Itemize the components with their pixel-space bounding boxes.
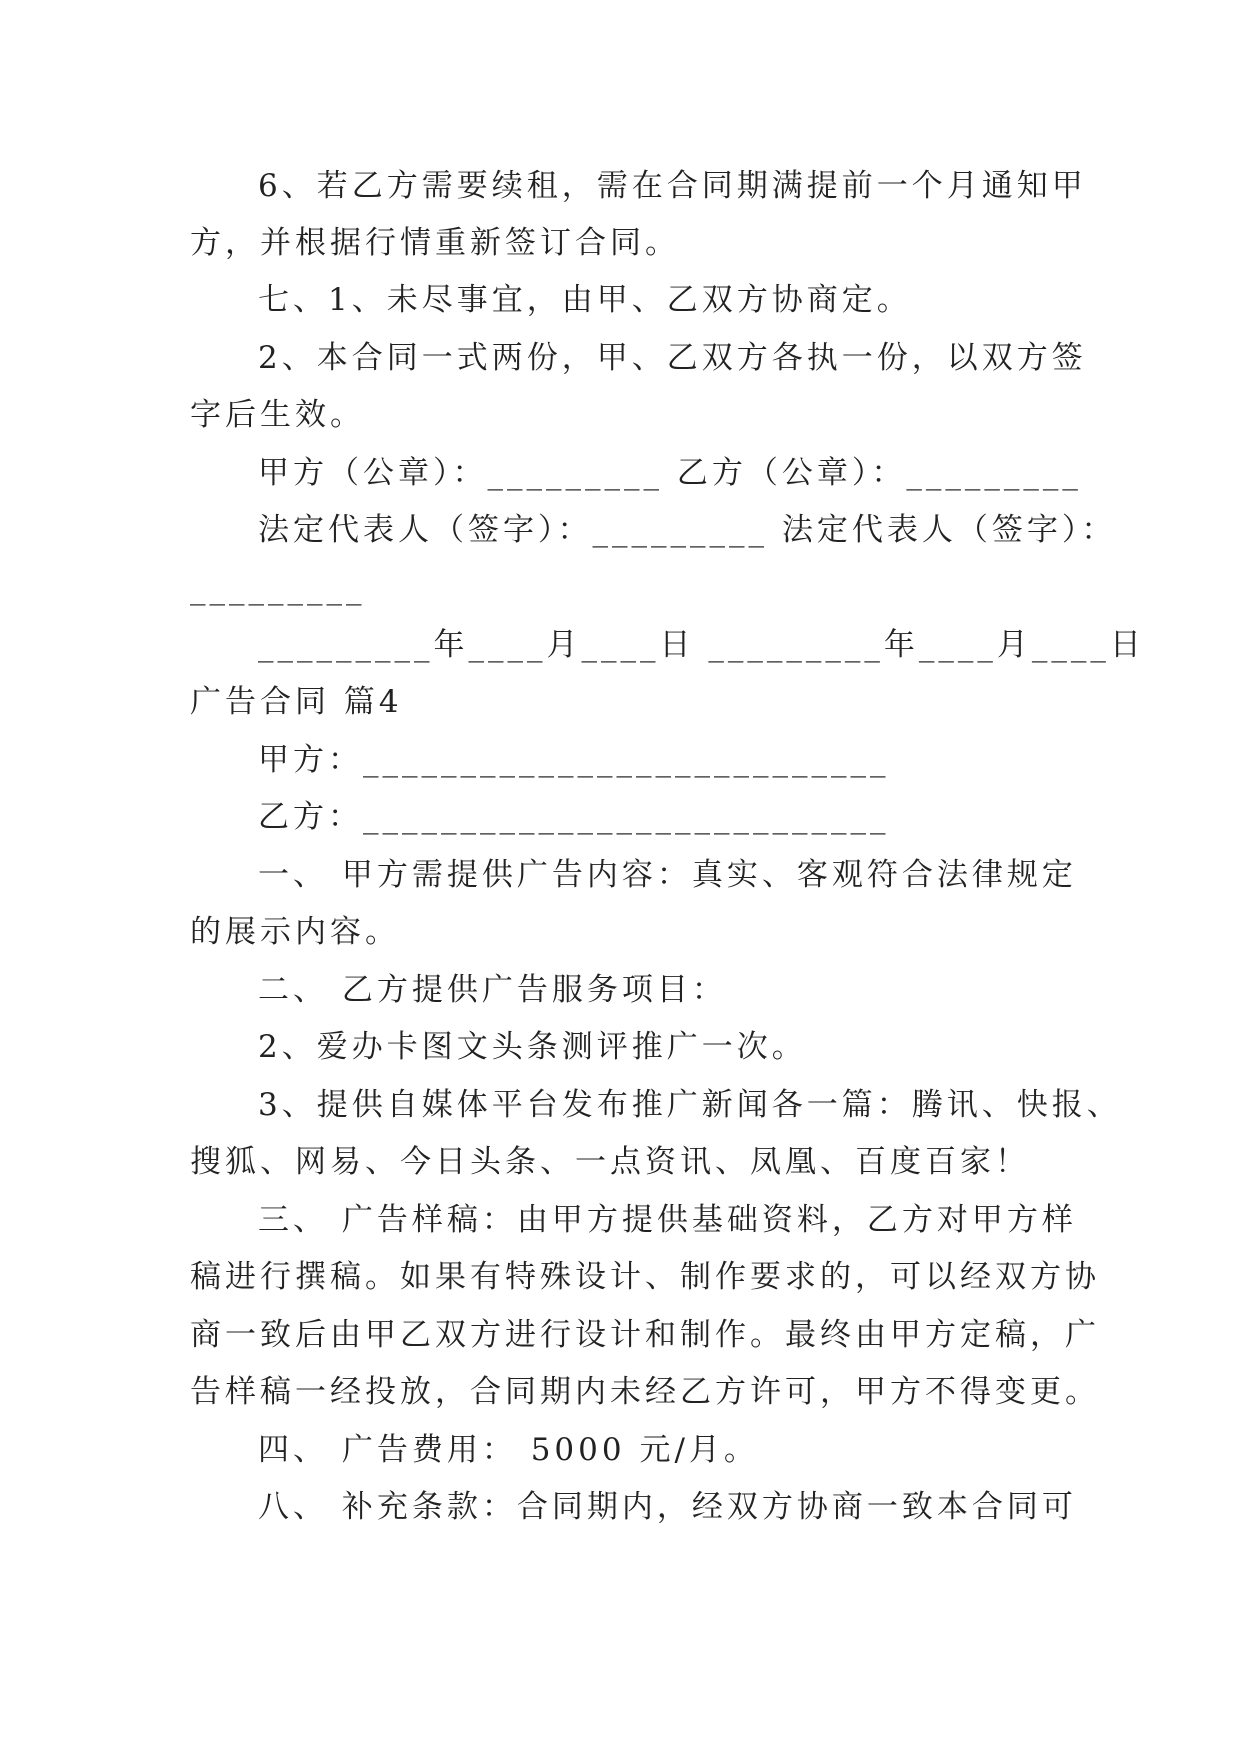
section-title: 广告合同 篇4 [190, 684, 403, 720]
paragraph-line: 四、 广告费用： 5000 元/月。 [258, 1432, 759, 1468]
signature-line: 甲方（公章）：_________ 乙方（公章）：_________ [258, 455, 1082, 491]
signature-blank: _________ [190, 570, 366, 606]
paragraph-line: 6、若乙方需要续租，需在合同期满提前一个月通知甲 [258, 168, 1087, 204]
paragraph-line: 方，并根据行情重新签订合同。 [190, 225, 680, 261]
paragraph-line: 3、提供自媒体平台发布推广新闻各一篇：腾讯、快报、 [258, 1087, 1122, 1123]
paragraph-line: 告样稿一经投放，合同期内未经乙方许可，甲方不得变更。 [190, 1374, 1100, 1410]
paragraph-line: 字后生效。 [190, 397, 365, 433]
party-a-line: 甲方：___________________________ [258, 742, 890, 778]
paragraph-line: 2、爱办卡图文头条测评推广一次。 [258, 1029, 807, 1065]
paragraph-line: 稿进行撰稿。如果有特殊设计、制作要求的，可以经双方协 [190, 1259, 1100, 1295]
paragraph-line: 八、 补充条款：合同期内，经双方协商一致本合同可 [258, 1489, 1077, 1525]
date-line: _________年____月____日 _________年____月____日 [258, 627, 1145, 663]
paragraph-line: 三、 广告样稿：由甲方提供基础资料，乙方对甲方样 [258, 1202, 1077, 1238]
paragraph-line: 2、本合同一式两份，甲、乙双方各执一份，以双方签 [258, 340, 1087, 376]
paragraph-line: 的展示内容。 [190, 914, 400, 950]
paragraph-line: 二、 乙方提供广告服务项目： [258, 972, 727, 1008]
paragraph-line: 商一致后由甲乙双方进行设计和制作。最终由甲方定稿，广 [190, 1317, 1100, 1353]
paragraph-line: 七、1、未尽事宜，由甲、乙双方协商定。 [258, 282, 912, 318]
party-b-line: 乙方：___________________________ [258, 799, 890, 835]
paragraph-line: 搜狐、网易、今日头条、一点资讯、凤凰、百度百家！ [190, 1144, 1030, 1180]
paragraph-line: 一、 甲方需提供广告内容：真实、客观符合法律规定 [258, 857, 1077, 893]
signature-line: 法定代表人（签字）：_________ 法定代表人（签字）： [258, 512, 1117, 548]
